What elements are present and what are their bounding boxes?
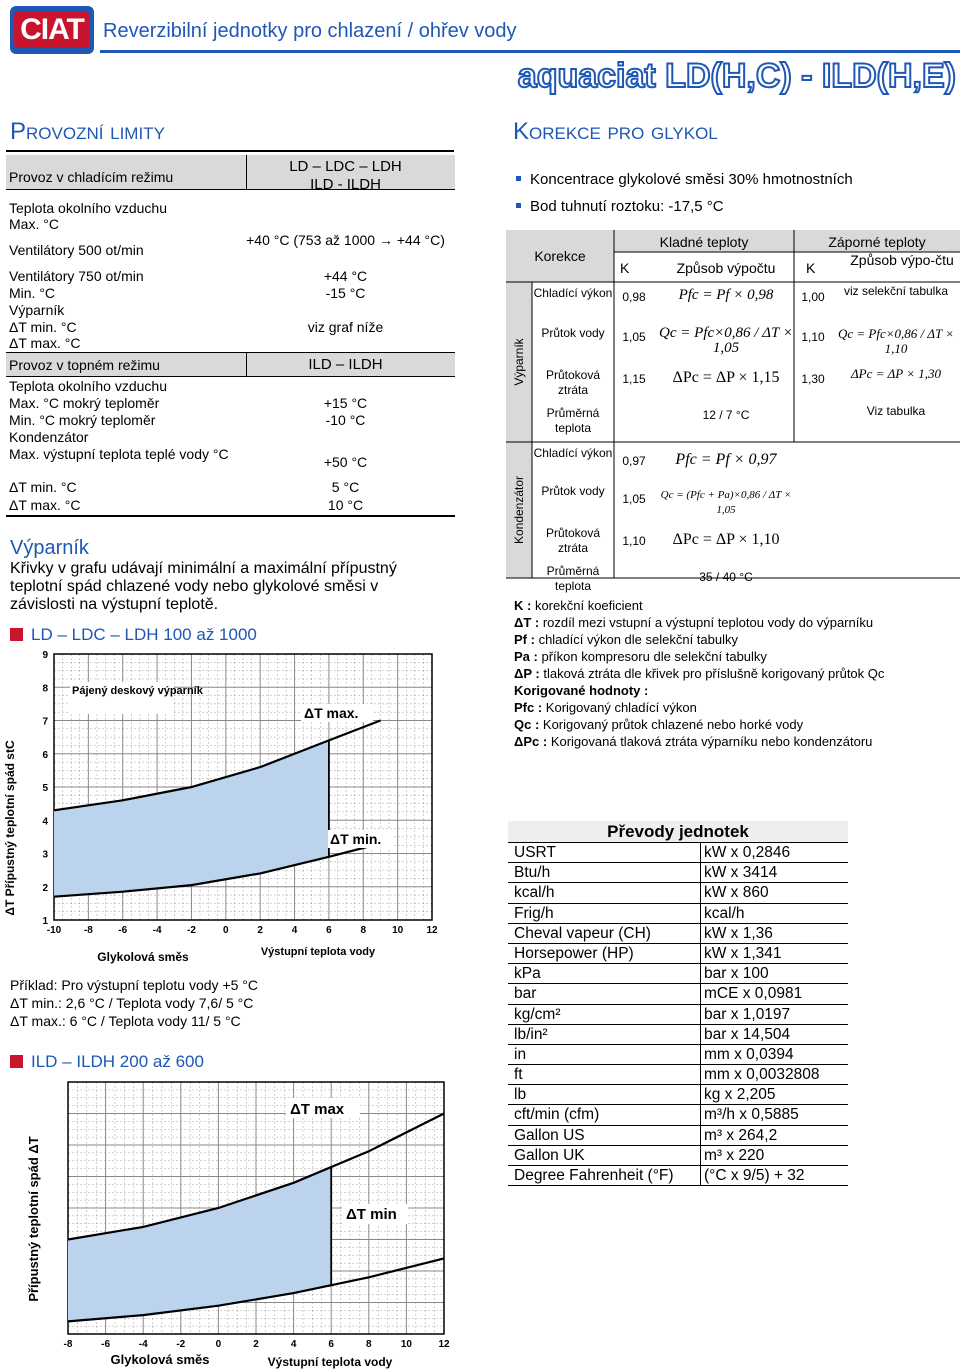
evaporator-title: Výparník <box>10 537 89 559</box>
divider <box>6 352 455 353</box>
conversion-factor: bar x 1,0197 <box>704 1005 791 1023</box>
logo-wordmark: CIAT <box>14 12 90 48</box>
x-tick-label: 12 <box>438 1339 450 1350</box>
x-tick-label: 10 <box>400 1339 412 1350</box>
row-k2: 1,30 <box>801 372 825 386</box>
bullet-square <box>516 176 521 181</box>
definition-line: Pa : příkon kompresoru dle selekční tabulky <box>514 649 767 664</box>
chart2-y-label: Přípustný teplotní spád ΔT <box>26 1136 41 1302</box>
row-formula-neg: viz selekční tabulka <box>843 284 949 298</box>
row-formula: ΔPc = ΔP × 1,15 <box>672 369 780 386</box>
conversion-factor: kW x 1,341 <box>704 944 782 962</box>
x-tick-label: 6 <box>328 1339 334 1350</box>
conversion-rows <box>508 843 848 1186</box>
chart2-ticks <box>64 1339 450 1350</box>
page-header-title: Reverzibilní jednotky pro chlazení / ohřev vody <box>103 20 517 42</box>
bullet-square <box>10 628 23 641</box>
x-tick-label: -6 <box>101 1339 111 1350</box>
conversion-row <box>508 924 848 944</box>
x-tick-label: 6 <box>326 925 332 936</box>
evaporator-text: Křivky v grafu udávají minimální a maximální přípustný teplotní spád chlazené vody nebo glykolové směsi v závislosti na výstupní teplotě. <box>10 560 397 613</box>
row-formula: Qc = (Pfc + Pa)×0,86 / ΔT × 1,05 <box>660 489 792 516</box>
conversion-unit: bar <box>514 985 537 1003</box>
conversion-row <box>508 1025 848 1045</box>
chart2-legend-max: ΔT max <box>290 1101 345 1118</box>
x-tick-label: -8 <box>63 1339 73 1350</box>
row-k2: 1,00 <box>801 290 825 304</box>
x-tick-label: -6 <box>118 925 128 936</box>
conversion-factor: kW x 3414 <box>704 864 778 882</box>
conversion-row <box>508 1005 848 1025</box>
row-formula: Pfc = Pf × 0,98 <box>678 287 774 303</box>
x-tick-label: -4 <box>152 925 162 936</box>
definition-line: ΔP : tlaková ztráta dle křivek pro příslušně korigovaný průtok Qc <box>514 666 885 681</box>
x-tick-label: 8 <box>360 925 367 936</box>
y-tick-label: 8 <box>42 683 48 695</box>
example-line: ΔT max.: 6 °C / Teplota vody 11/ 5 °C <box>10 1013 241 1029</box>
row-formula: 35 / 40 °C <box>699 570 753 584</box>
conversion-row <box>508 883 848 903</box>
conversion-row <box>508 1146 848 1166</box>
x-tick-label: 8 <box>366 1339 372 1350</box>
chart1-annotation: Pájený deskový výparník <box>72 685 203 697</box>
row-formula: Pfc = Pf × 0,97 <box>675 451 777 468</box>
conversion-factor: kW x 0,2846 <box>704 844 791 861</box>
chart1-y-label: ΔT Přípustný teplotní spád stC <box>3 740 17 916</box>
chart1-heading: LD – LDC – LDH 100 až 1000 <box>10 625 257 645</box>
limits-title: Provozní limity <box>10 118 165 145</box>
side-condenser: Kondenzátor <box>512 475 526 545</box>
definition-line: Pfc : Korigovaný chladící výkon <box>514 700 697 715</box>
chart2-legend-min: ΔT min <box>346 1206 397 1223</box>
row-formula-neg: Viz tabulka <box>866 404 926 418</box>
row-k: 0,97 <box>622 454 646 468</box>
bullet-item: Koncentrace glykolové směsi 30% hmotnostních <box>516 166 853 193</box>
x-tick-label: 2 <box>253 1339 259 1350</box>
conversion-factor: m³ x 264,2 <box>704 1126 778 1144</box>
col-divider <box>246 352 247 376</box>
row-label: Chladící výkon <box>533 286 613 300</box>
row-k: 1,15 <box>622 372 646 386</box>
y-tick-label: 6 <box>42 749 48 761</box>
conversion-factor: mm x 0,0394 <box>704 1045 794 1063</box>
conversion-unit: in <box>514 1045 527 1063</box>
conversion-unit: Cheval vapeur (CH) <box>514 924 651 942</box>
conversion-unit: kg/cm² <box>514 1005 561 1023</box>
conversion-unit: Btu/h <box>514 864 551 882</box>
x-tick-label: 0 <box>223 925 229 936</box>
chart2-glycol-label: Glykolová směs <box>110 1352 210 1367</box>
conversion-row <box>508 984 848 1004</box>
x-tick-label: -8 <box>83 925 93 936</box>
conversion-unit: lb <box>514 1086 527 1104</box>
conversion-row <box>508 964 848 984</box>
conversion-unit: Horsepower (HP) <box>514 944 634 962</box>
conversion-row <box>508 1105 848 1125</box>
conversion-factor: mm x 0,0032808 <box>704 1066 820 1084</box>
conversion-row <box>508 1065 848 1085</box>
row-k: 1,05 <box>622 492 646 506</box>
conversion-unit: cft/min (cfm) <box>514 1106 600 1124</box>
x-tick-label: 0 <box>215 1339 222 1350</box>
chart2-x-label: Výstupní teplota vody <box>267 1355 393 1369</box>
row-label: Průměrná teplota <box>546 406 600 435</box>
row-label: Průměrná teplota <box>546 564 600 593</box>
conversion-row <box>508 1126 848 1146</box>
x-tick-label: -2 <box>176 1339 186 1350</box>
header-negative: Záporné teploty <box>828 234 926 250</box>
chart1-legend-min: ΔT min. <box>330 831 382 847</box>
header-k: K <box>620 260 630 276</box>
conversion-unit: Gallon UK <box>514 1146 585 1164</box>
definition-line: Korigované hodnoty : <box>514 683 649 698</box>
x-tick-label: 2 <box>257 925 263 936</box>
conversion-factor: bar x 14,504 <box>704 1025 791 1043</box>
conversion-factor: kW x 860 <box>704 884 769 902</box>
conversion-unit: lb/in² <box>514 1025 548 1043</box>
definition-line: ΔT : rozdíl mezi vstupní a výstupní teplotou vody do výparníku <box>514 615 874 630</box>
y-tick-label: 2 <box>42 882 48 894</box>
row-label: Průtok vody <box>541 326 605 340</box>
conversion-factor: kcal/h <box>704 904 745 922</box>
conversion-title: Převody jednotek <box>508 821 848 843</box>
conversion-unit: USRT <box>514 844 556 861</box>
conversion-factor: mCE x 0,0981 <box>704 985 803 1003</box>
y-tick-label: 9 <box>42 650 48 661</box>
definition-line: Qc : Korigovaný průtok chlazené nebo horké vody <box>514 717 804 732</box>
row-k: 1,10 <box>622 534 646 548</box>
bullet-square <box>10 1055 23 1068</box>
y-tick-label: 4 <box>42 816 48 828</box>
bullet-item: Bod tuhnutí roztoku: -17,5 °C <box>516 193 853 220</box>
header-korekce: Korekce <box>534 248 586 264</box>
definitions <box>514 597 884 750</box>
conversion-factor: kW x 1,36 <box>704 924 773 942</box>
row-label: Chladící výkon <box>533 446 613 460</box>
conversion-unit: Frig/h <box>514 904 554 922</box>
header-rule <box>100 50 960 53</box>
chart1-x-label: Výstupní teplota vody <box>260 946 376 958</box>
x-tick-label: 10 <box>392 925 404 936</box>
conversion-factor: kg x 2,205 <box>704 1086 776 1104</box>
col-divider <box>246 155 247 189</box>
chart1-legend-max: ΔT max. <box>304 705 359 721</box>
conversion-unit: Gallon US <box>514 1126 585 1144</box>
example-line: ΔT min.: 2,6 °C / Teplota vody 7,6/ 5 °C <box>10 995 254 1011</box>
row-label: Průtoková ztráta <box>545 368 601 397</box>
row-formula-neg: Qc = Pfc×0,86 / ΔT × 1,10 <box>837 326 955 356</box>
correction-title: Korekce pro glykol <box>513 118 718 145</box>
chart2-svg <box>8 1074 450 1370</box>
limits-bottom-rule <box>6 515 455 517</box>
conversion-row <box>508 1166 848 1186</box>
conversion-factor: bar x 100 <box>704 965 769 983</box>
divider <box>6 376 455 377</box>
row-label: Průtoková ztráta <box>545 526 601 555</box>
conversion-row <box>508 1085 848 1105</box>
row-k: 0,98 <box>622 290 646 304</box>
header-positive: Kladné teploty <box>659 234 749 250</box>
chart1-svg <box>3 648 450 970</box>
header-calc2: Způsob výpo-čtu <box>850 252 954 268</box>
row-formula-neg: ΔPc = ΔP × 1,30 <box>851 366 941 381</box>
row-formula: ΔPc = ΔP × 1,10 <box>672 531 780 548</box>
x-tick-label: 12 <box>426 925 438 936</box>
side-evaporator: Výparník <box>512 338 526 386</box>
row-label: Průtok vody <box>541 484 605 498</box>
model-title: aquaciat LD(H,C) - ILD(H,E) <box>517 57 956 95</box>
correction-bullets <box>516 166 853 220</box>
example-line: Příklad: Pro výstupní teplotu vody +5 °C <box>10 977 259 993</box>
conversion-row <box>508 904 848 924</box>
conversion-row <box>508 944 848 964</box>
x-tick-label: 4 <box>290 1339 297 1350</box>
row-k: 1,05 <box>622 330 646 344</box>
divider <box>6 189 455 190</box>
conversion-factor: (°C x 9/5) + 32 <box>704 1167 805 1184</box>
conversion-unit: kcal/h <box>514 884 555 902</box>
limits-top-rule <box>6 150 454 152</box>
x-tick-label: -4 <box>138 1339 148 1350</box>
header-calc: Způsob výpočtu <box>676 260 776 276</box>
row-formula: 12 / 7 °C <box>702 408 750 422</box>
ciat-logo <box>10 6 94 54</box>
definition-line: Pf : chladící výkon dle selekční tabulky <box>514 632 738 647</box>
conversion-factor: m³/h x 0,5885 <box>704 1106 799 1124</box>
row-formula: Qc = Pfc×0,86 / ΔT × 1,05 <box>659 325 793 356</box>
header-k2: K <box>806 260 816 276</box>
x-tick-label: -2 <box>187 925 196 936</box>
definition-line: ΔPc : Korigovaná tlaková ztráta výparníku nebo kondenzátoru <box>514 734 873 749</box>
conversion-row <box>508 1045 848 1065</box>
y-tick-label: 7 <box>42 716 48 728</box>
conversion-row <box>508 863 848 883</box>
conversion-unit: kPa <box>514 965 541 983</box>
conversion-unit: Degree Fahrenheit (°F) <box>514 1167 674 1184</box>
y-tick-label: 3 <box>42 849 48 861</box>
x-tick-label: 4 <box>291 925 298 936</box>
example-text <box>10 976 258 1030</box>
conversion-factor: m³ x 220 <box>704 1146 765 1164</box>
y-tick-label: 1 <box>42 916 48 927</box>
conversion-row <box>508 843 848 863</box>
row-k2: 1,10 <box>801 330 825 344</box>
y-tick-label: 5 <box>42 783 48 794</box>
chart2-heading: ILD – ILDH 200 až 600 <box>10 1052 204 1072</box>
chart1-glycol-label: Glykolová směs <box>97 950 189 964</box>
x-tick-label: -10 <box>46 925 62 936</box>
bullet-square <box>516 203 521 208</box>
correction-table <box>506 230 960 593</box>
conversion-table <box>508 821 848 1186</box>
definition-line: K : korekční koeficient <box>514 598 643 613</box>
conversion-unit: ft <box>514 1066 523 1084</box>
